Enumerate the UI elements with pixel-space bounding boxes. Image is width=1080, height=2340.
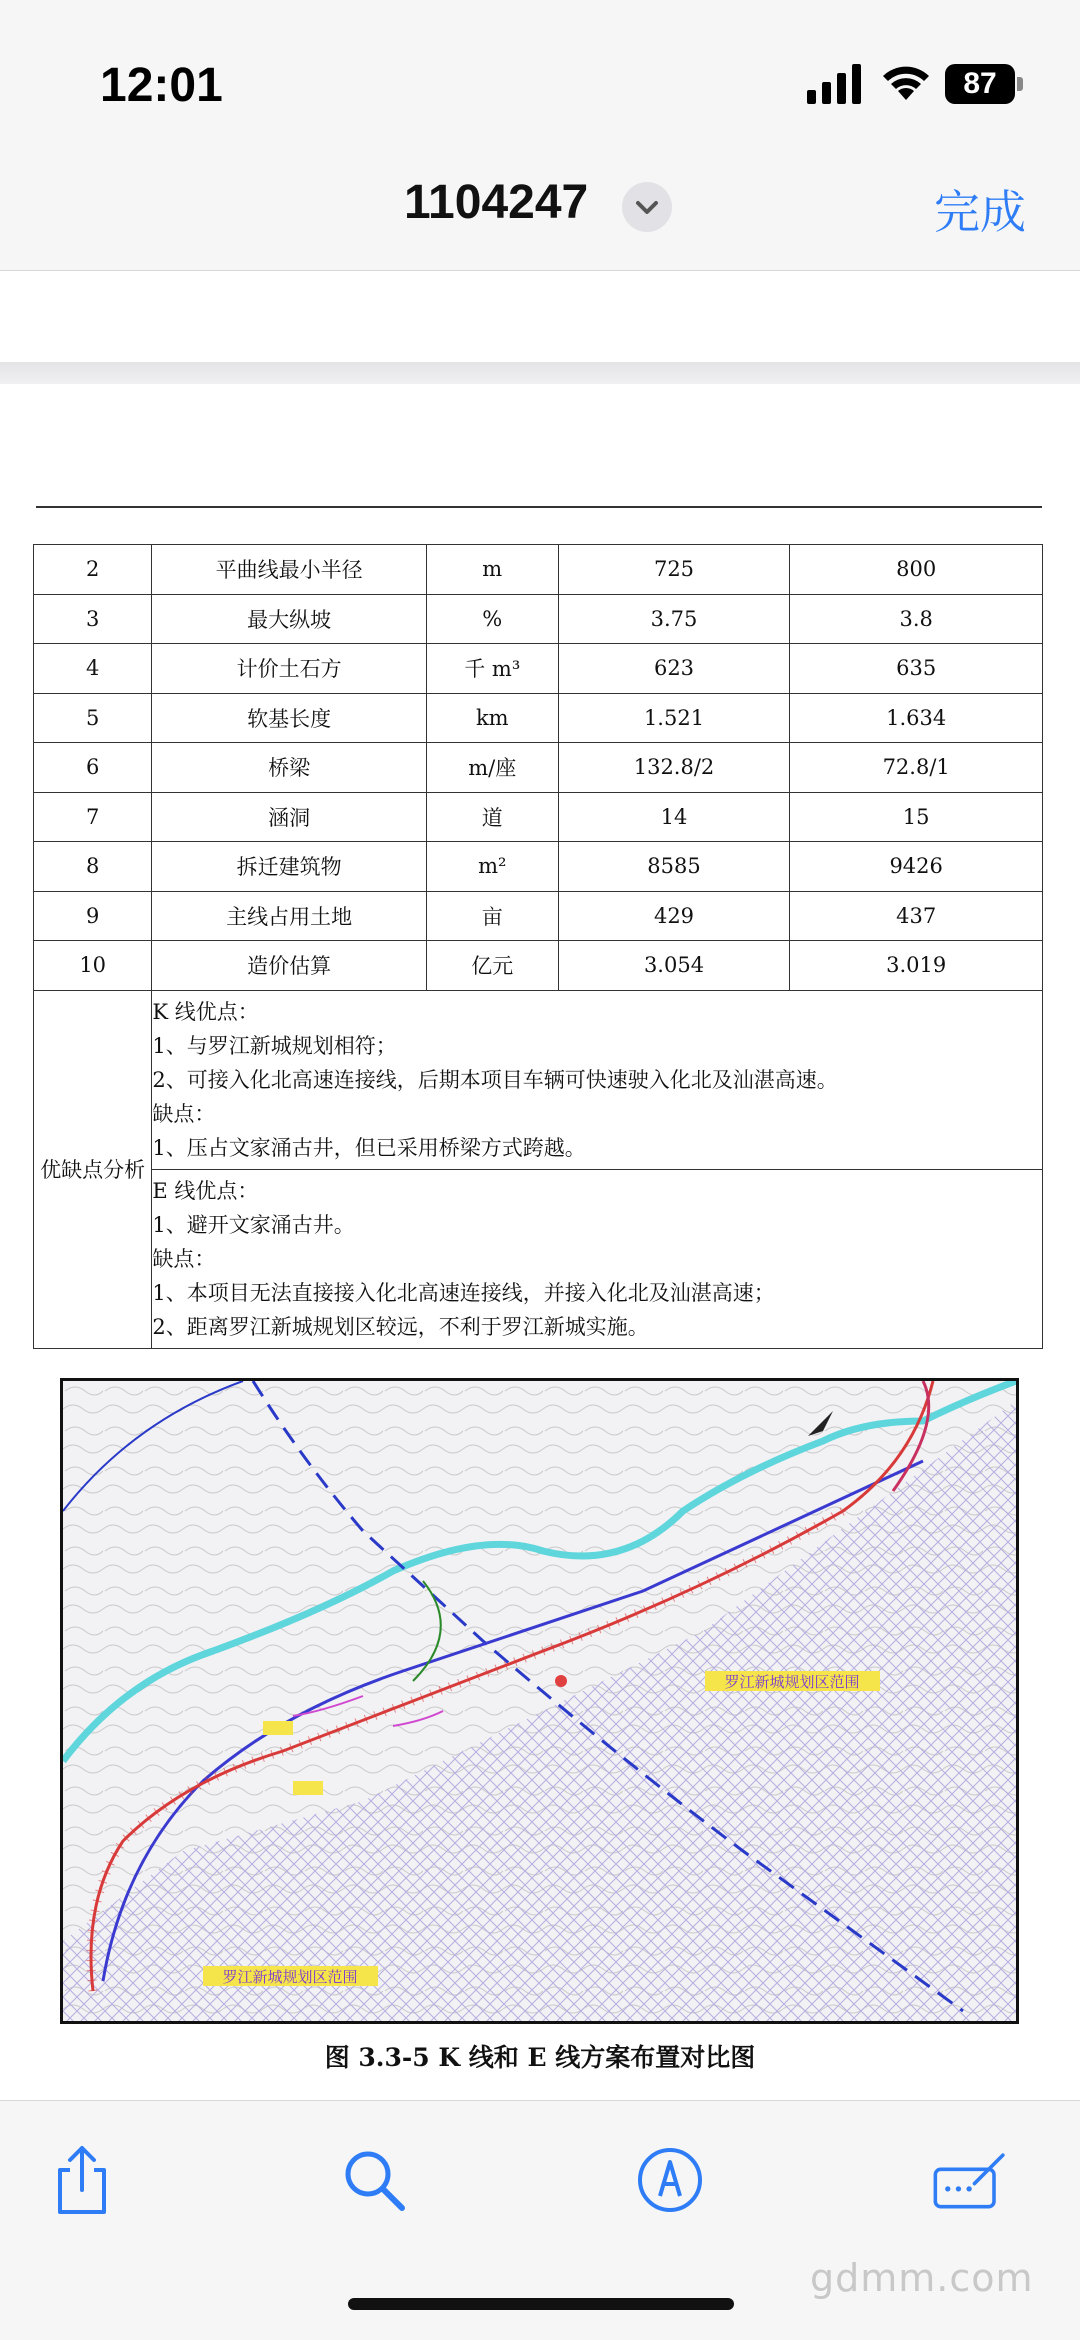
table-row (34, 545, 1043, 595)
table-cell-e: 3.8 (790, 594, 1043, 644)
analysis-line: E 线优点： (152, 1178, 259, 1203)
table-cell-unit: m (426, 545, 558, 595)
table-row (34, 842, 1043, 892)
table-cell-e: 9426 (790, 842, 1043, 892)
analysis-row (34, 990, 1043, 1169)
table-cell-k: 429 (558, 891, 790, 941)
analysis-line: 1、本项目无法直接接入化北高速连接线，并接入化北及汕湛高速； (152, 1280, 775, 1305)
table-row (34, 891, 1043, 941)
table-cell-no: 3 (34, 594, 152, 644)
table-cell-unit: m² (426, 842, 558, 892)
table-cell-item: 平曲线最小半径 (152, 545, 426, 595)
table-row (34, 594, 1043, 644)
table-cell-unit: 亿元 (426, 941, 558, 991)
table-cell-k: 132.8/2 (558, 743, 790, 793)
form-icon[interactable] (930, 2140, 1010, 2220)
home-indicator[interactable] (348, 2298, 734, 2310)
analysis-line: 2、距离罗江新城规划区较远，不利于罗江新城实施。 (152, 1314, 649, 1339)
analysis-row (34, 1169, 1043, 1348)
battery-cap (1017, 77, 1023, 91)
table-cell-no: 9 (34, 891, 152, 941)
table-cell-unit: km (426, 693, 558, 743)
analysis-line: 1、避开文家涌古井。 (152, 1212, 355, 1237)
analysis-line: 1、压占文家涌古井，但已采用桥梁方式跨越。 (152, 1135, 586, 1160)
table-cell-no: 5 (34, 693, 152, 743)
table-cell-e: 15 (790, 792, 1043, 842)
table-cell-e: 635 (790, 644, 1043, 694)
table-cell-k: 3.75 (558, 594, 790, 644)
table-cell-k: 725 (558, 545, 790, 595)
wifi-icon (880, 60, 932, 104)
share-icon[interactable] (42, 2140, 122, 2220)
table-cell-e: 3.019 (790, 941, 1043, 991)
table-cell-e: 437 (790, 891, 1043, 941)
table-cell-item: 主线占用土地 (152, 891, 426, 941)
table-cell-unit: 千 m³ (426, 644, 558, 694)
table-cell-e: 800 (790, 545, 1043, 595)
analysis-line: K 线优点： (152, 999, 259, 1024)
search-icon[interactable] (334, 2140, 414, 2220)
analysis-label: 优缺点分析 (34, 990, 152, 1348)
table-cell-item: 涵洞 (152, 792, 426, 842)
table-cell-item: 计价土石方 (152, 644, 426, 694)
table-cell-unit: % (426, 594, 558, 644)
table-cell-item: 造价估算 (152, 941, 426, 991)
e-analysis-cell (152, 1169, 1043, 1348)
table-cell-unit: m/座 (426, 743, 558, 793)
table-row (34, 941, 1043, 991)
chevron-down-icon (622, 182, 672, 232)
battery-icon (945, 64, 1025, 104)
table-cell-item: 拆迁建筑物 (152, 842, 426, 892)
figure-caption: 图 3.3-5 K 线和 E 线方案布置对比图 (324, 2043, 756, 2072)
watermark: gdmm.com (810, 2256, 1034, 2300)
table-cell-no: 4 (34, 644, 152, 694)
markup-icon[interactable] (630, 2140, 710, 2220)
table-row (34, 743, 1043, 793)
table-cell-unit: 道 (426, 792, 558, 842)
analysis-line: 缺点： (152, 1246, 216, 1271)
cellular-signal-icon (805, 62, 865, 104)
table-cell-item: 软基长度 (152, 693, 426, 743)
table-row (34, 644, 1043, 694)
route-comparison-map (60, 1378, 1019, 2024)
page-header-rule (36, 506, 1042, 508)
table-cell-item: 最大纵坡 (152, 594, 426, 644)
map-graphic (63, 1381, 1016, 2021)
analysis-line: 缺点： (152, 1101, 216, 1126)
page-separator (0, 362, 1080, 384)
table-cell-k: 14 (558, 792, 790, 842)
battery-level: 87 (945, 64, 1015, 104)
table-cell-k: 1.521 (558, 693, 790, 743)
table-cell-k: 3.054 (558, 941, 790, 991)
comparison-table (33, 544, 1043, 1349)
table-cell-no: 7 (34, 792, 152, 842)
table-cell-k: 623 (558, 644, 790, 694)
document-title[interactable]: 1104247 (404, 176, 589, 229)
analysis-line: 2、可接入化北高速连接线，后期本项目车辆可快速驶入化北及汕湛高速。 (152, 1067, 838, 1092)
table-cell-e: 72.8/1 (790, 743, 1043, 793)
table-row (34, 693, 1043, 743)
table-cell-no: 2 (34, 545, 152, 595)
map-label-right: 罗江新城规划区范围 (724, 1673, 860, 1691)
table-cell-no: 10 (34, 941, 152, 991)
table-cell-e: 1.634 (790, 693, 1043, 743)
analysis-line: 1、与罗江新城规划相符； (152, 1033, 397, 1058)
table-row (34, 792, 1043, 842)
status-time: 12:01 (100, 59, 223, 112)
k-analysis-cell (152, 990, 1043, 1169)
table-cell-no: 6 (34, 743, 152, 793)
table-cell-unit: 亩 (426, 891, 558, 941)
table-cell-no: 8 (34, 842, 152, 892)
map-label-left: 罗江新城规划区范围 (222, 1968, 358, 1986)
done-button[interactable]: 完成 (934, 185, 1026, 239)
title-menu-button[interactable] (622, 182, 672, 232)
table-cell-k: 8585 (558, 842, 790, 892)
table-cell-item: 桥梁 (152, 743, 426, 793)
